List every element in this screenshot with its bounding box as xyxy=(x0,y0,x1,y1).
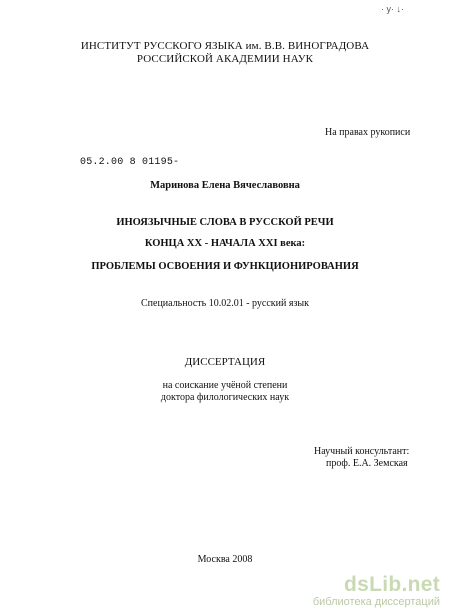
institute-line-2: РОССИЙСКОЙ АКАДЕМИИ НАУК xyxy=(136,53,314,65)
title-line-2: КОНЦА XX - НАЧАЛА XXI века: xyxy=(144,238,306,249)
title-line-1: ИНОЯЗЫЧНЫЕ СЛОВА В РУССКОЙ РЕЧИ xyxy=(116,217,334,228)
document-type: ДИССЕРТАЦИЯ xyxy=(184,356,266,368)
rights-note: На правах рукописи xyxy=(325,127,411,138)
degree-line-2: доктора филологических наук xyxy=(160,392,290,403)
specialty: Специальность 10.02.01 - русский язык xyxy=(141,298,309,309)
consultant-label: Научный консультант: xyxy=(314,446,410,457)
watermark xyxy=(313,574,440,609)
institute-line-1: ИНСТИТУТ РУССКОГО ЯЗЫКА им. В.В. ВИНОГРАДОВА xyxy=(80,40,370,52)
place-year: Москва 2008 xyxy=(197,554,253,565)
registration-stamp: 05.2.00 8 01195- xyxy=(80,157,180,168)
watermark-subtitle: библиотека диссертаций xyxy=(312,596,440,608)
corner-mark: · у· ↓· xyxy=(381,4,404,14)
degree-line-1: на соискание учёной степени xyxy=(162,380,288,391)
consultant-name: проф. Е.А. Земская xyxy=(326,458,408,469)
watermark-brand: dsLib.net xyxy=(343,573,440,596)
title-line-3: ПРОБЛЕМЫ ОСВОЕНИЯ И ФУНКЦИОНИРОВАНИЯ xyxy=(91,261,359,272)
author-name: Маринова Елена Вячеславовна xyxy=(150,180,300,191)
